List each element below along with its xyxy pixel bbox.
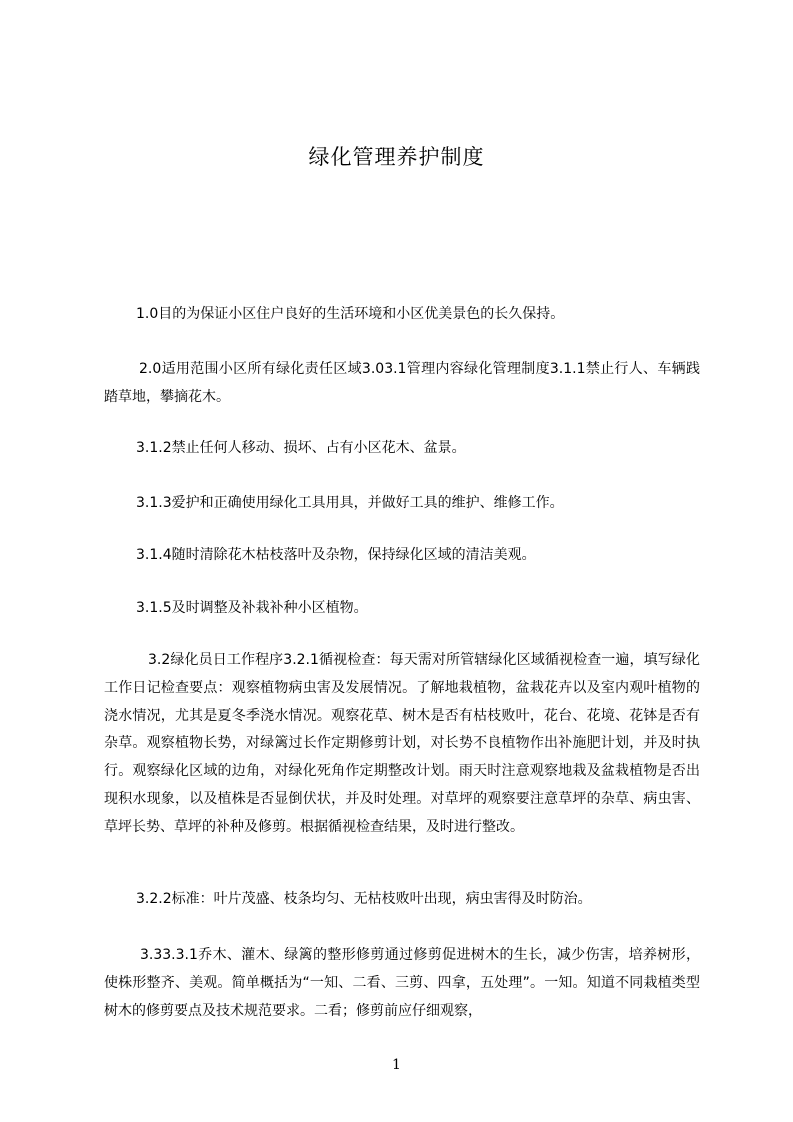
paragraph-rule-3-1-5: 3.1.5及时调整及补栽补种小区植物。	[136, 600, 368, 616]
page-title: 绿化管理养护制度	[308, 145, 485, 169]
paragraph-rule-3-1-3: 3.1.3爱护和正确使用绿化工具用具，并做好工具的维护、维修工作。	[136, 495, 564, 511]
paragraph-rule-3-1-4: 3.1.4随时清除花木枯枝落叶及杂物，保持绿化区域的清洁美观。	[136, 547, 536, 563]
paragraph-pruning: 3.33.3.1乔木、灌木、绿篱的整形修剪通过修剪促进树木的生长，减少伤害，培养树形，使株形整齐、美观。简单概括为“一知、二看、三剪、四拿，五处理”。一知。知道不同栽植类型树木的修剪要点及技术规范要求。二看；修剪前应仔细观察，	[104, 947, 700, 1019]
paragraph-standard: 3.2.2标准：叶片茂盛、枝条均匀、无枯枝败叶出现，病虫害得及时防治。	[136, 891, 592, 907]
page-number: 1	[392, 1057, 401, 1073]
paragraph-scope: 2.0适用范围小区所有绿化责任区域3.03.1管理内容绿化管理制度3.1.1禁止行人、车辆践踏草地，攀摘花木。	[104, 361, 700, 405]
paragraph-daily-procedure: 3.2绿化员日工作程序3.2.1循视检查：每天需对所管辖绿化区域循视检查一遍，填写绿化工作日记检查要点：观察植物病虫害及发展情况。了解地栽植物，盆栽花卉以及室内观叶植物的浇水情况，尤其是夏冬季浇水情况。观察花草、树木是否有枯枝败叶，花台、花境、花钵是否有杂草。观察植物长势，对绿篱过长作定期修剪计划，对长势不良植物作出补施肥计划，并及时执行。观察绿化区域的边角，对绿化死角作定期整改计划。雨天时注意观察地栽及盆栽植物是否出现积水现象，以及植株是否显倒伏状，并及时处理。对草坪的观察要注意草坪的杂草、病虫害、草坪长势、草坪的补种及修剪。根据循视检查结果，及时进行整改。	[104, 652, 700, 835]
paragraph-purpose: 1.0目的为保证小区住户良好的生活环境和小区优美景色的长久保持。	[136, 306, 565, 322]
paragraph-rule-3-1-2: 3.1.2禁止任何人移动、损坏、占有小区花木、盆景。	[136, 440, 466, 456]
